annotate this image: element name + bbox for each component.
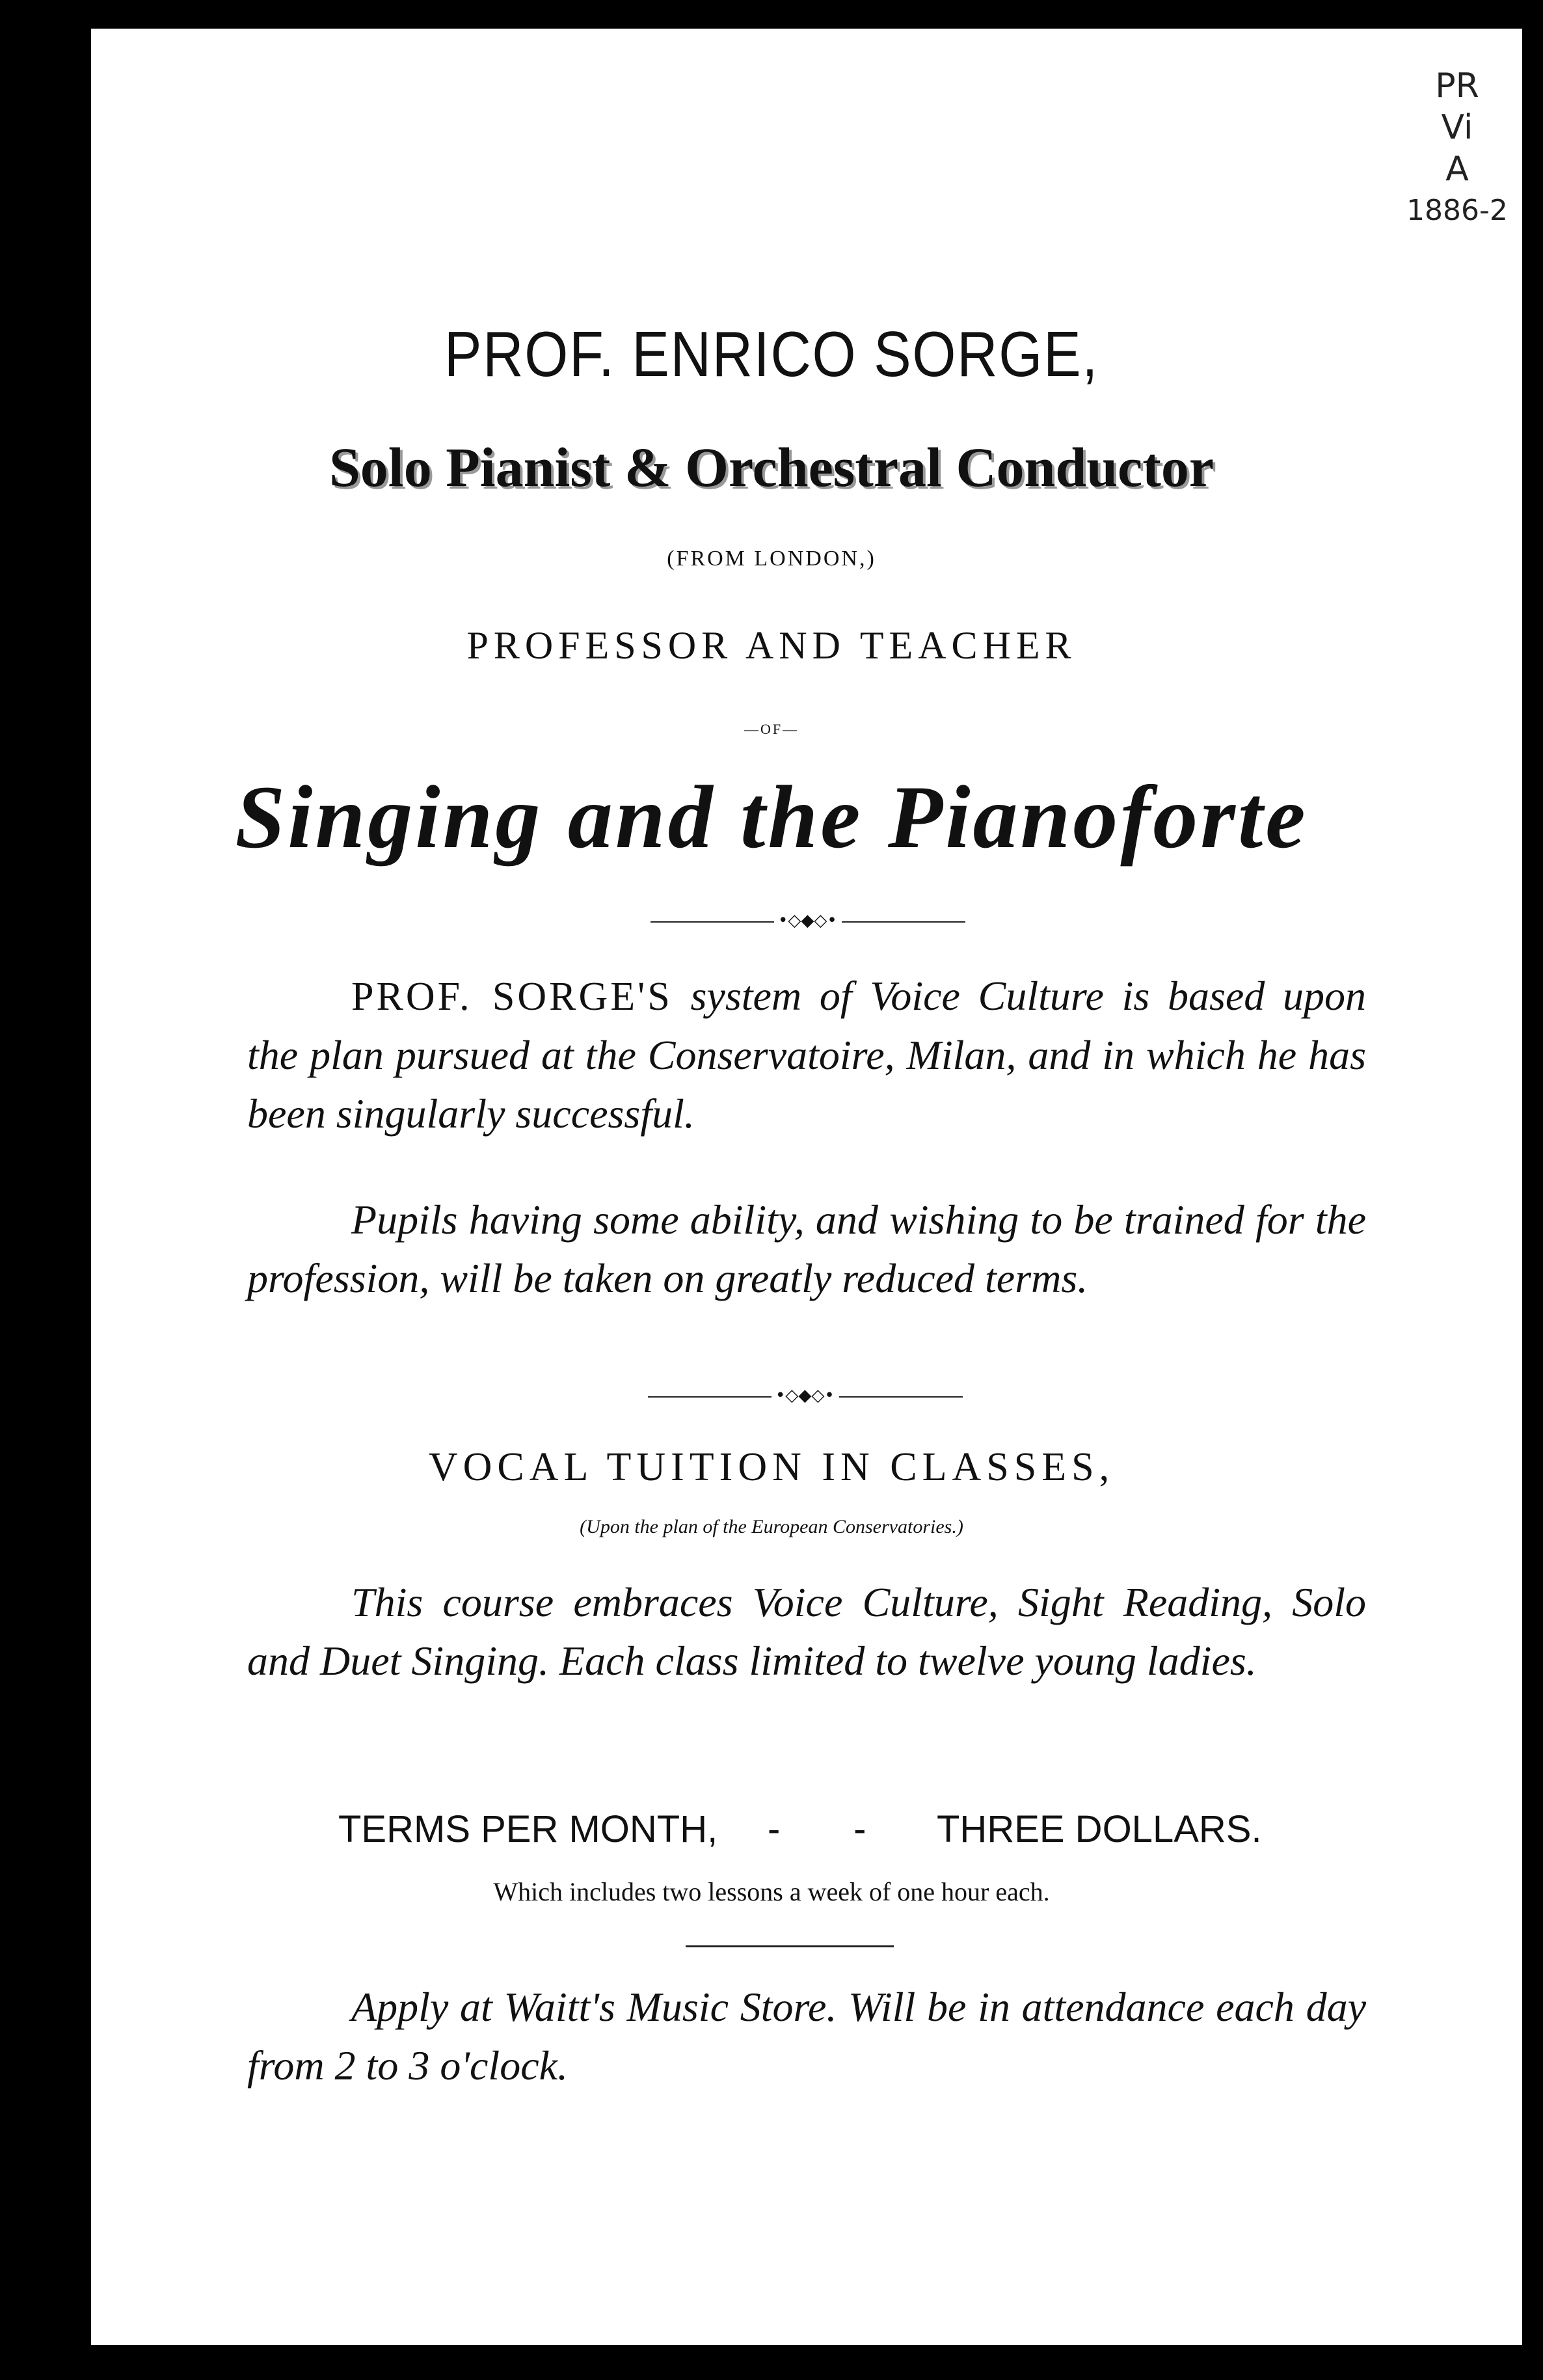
divider-rule: [686, 1945, 894, 1947]
profession-heading: PROFESSOR AND TEACHER: [466, 624, 1077, 667]
terms-note: Which includes two lessons a week of one hour each.: [493, 1877, 1050, 1906]
course-paragraph: This course embraces Voice Culture, Sight Reading, Solo and Duet Singing. Each class limited to twelve young ladies.: [247, 1579, 1366, 1684]
of-text: —OF—: [744, 721, 799, 737]
margin-note-line: PR: [1435, 66, 1479, 105]
terms-value: THREE DOLLARS.: [937, 1808, 1262, 1850]
intro-paragraph: [247, 967, 1366, 1143]
ornament-rule: [648, 1396, 772, 1398]
margin-note-line: 1886-2: [1406, 194, 1508, 227]
ornament-rule: [839, 1396, 963, 1398]
terms-label: TERMS PER MONTH,: [338, 1808, 718, 1850]
page-title: PROF. ENRICO SORGE,: [444, 318, 1099, 390]
ornament-icon: •◇◆◇•: [778, 911, 837, 930]
class-note: (Upon the plan of the European Conservatories.): [580, 1516, 963, 1537]
class-heading: VOCAL TUITION IN CLASSES,: [428, 1445, 1115, 1489]
ornament-rule: [651, 921, 774, 923]
margin-note-line: Vi: [1441, 108, 1473, 147]
pupils-paragraph: Pupils having some ability, and wishing to be trained for the profession, will be taken on greatly reduced terms.: [247, 1197, 1366, 1301]
origin-note: (FROM LONDON,): [667, 547, 876, 571]
margin-note-line: A: [1445, 150, 1469, 189]
intro-body: system of Voice Culture is based upon the plan pursued at the Conservatoire, Milan, and in which he has been singularly successful.: [247, 973, 1367, 1137]
intro-lead: PROF. SORGE'S: [351, 975, 673, 1019]
apply-paragraph: Apply at Waitt's Music Store. Will be in attendance each day from 2 to 3 o'clock.: [247, 1984, 1366, 2089]
ornament-icon: •◇◆◇•: [775, 1386, 835, 1405]
ornament-rule: [842, 921, 965, 923]
margin-note: [1392, 65, 1522, 232]
terms-dash: - -: [768, 1808, 866, 1850]
subject-heading: Singing and the Pianoforte: [235, 767, 1308, 867]
subtitle: Solo Pianist & Orchestral Conductor: [329, 436, 1214, 498]
